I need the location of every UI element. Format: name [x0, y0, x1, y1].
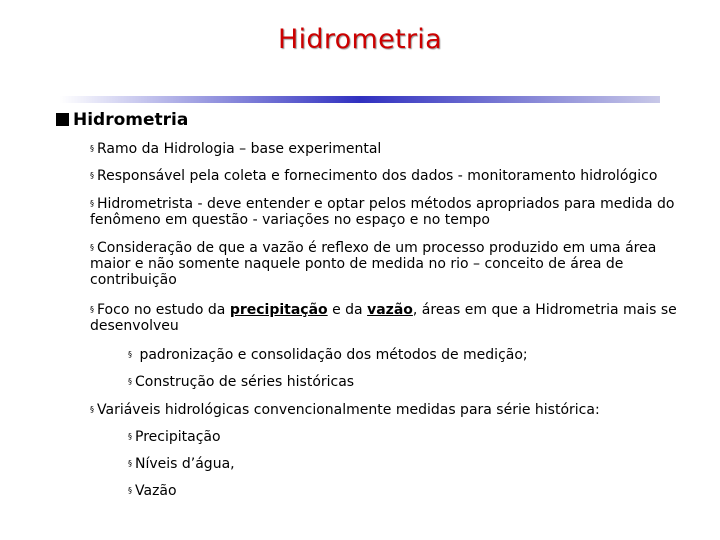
sub-list-item: § Níveis d’água, — [128, 456, 235, 472]
emphasis-precipitacao: precipitação — [229, 302, 328, 318]
bullet-icon: § — [128, 432, 132, 441]
list-item: § Hidrometrista - deve entender e optar pelos métodos apropriados para medida do fenômeno em questão - variações no espaço e no tempo — [90, 196, 675, 228]
list-item: § Responsável pela coleta e fornecimento dos dados - monitoramento hidrológico — [90, 168, 658, 184]
square-bullet-icon — [56, 113, 69, 126]
slide-title: Hidrometria — [278, 24, 442, 55]
bullet-icon: § — [128, 486, 132, 495]
list-item: § Ramo da Hidrologia – base experimental — [90, 141, 382, 157]
bullet-icon: § — [90, 405, 94, 414]
section-heading-text: Hidrometria — [73, 110, 189, 130]
bullet-icon: § — [90, 305, 94, 314]
sub-list-item: § Construção de séries históricas — [128, 374, 355, 390]
bullet-icon: § — [90, 199, 94, 208]
sub-list-item: § padronização e consolidação dos métodos de medição; — [128, 347, 528, 363]
sub-list-item: § Precipitação — [128, 429, 221, 445]
list-item-variaveis: § Variáveis hidrológicas convencionalmente medidas para série histórica: — [90, 402, 600, 418]
bullet-icon: § — [90, 243, 94, 252]
title-divider — [60, 96, 660, 103]
bullet-icon: § — [128, 377, 132, 386]
emphasis-vazao: vazão — [367, 302, 413, 318]
list-item: § Consideração de que a vazão é reflexo de um processo produzido em uma área maior e não somente naquele ponto de medida no rio – conceito de área de contribuição — [90, 240, 657, 288]
list-item-foco: § Foco no estudo da precipitação e da vazão, áreas em que a Hidrometria mais se desenvolveu — [90, 302, 677, 334]
bullet-icon: § — [90, 171, 94, 180]
sub-list-item: § Vazão — [128, 483, 177, 499]
bullet-icon: § — [90, 144, 94, 153]
bullet-icon: § — [128, 459, 132, 468]
section-heading — [56, 110, 188, 130]
bullet-icon: § — [128, 350, 132, 359]
